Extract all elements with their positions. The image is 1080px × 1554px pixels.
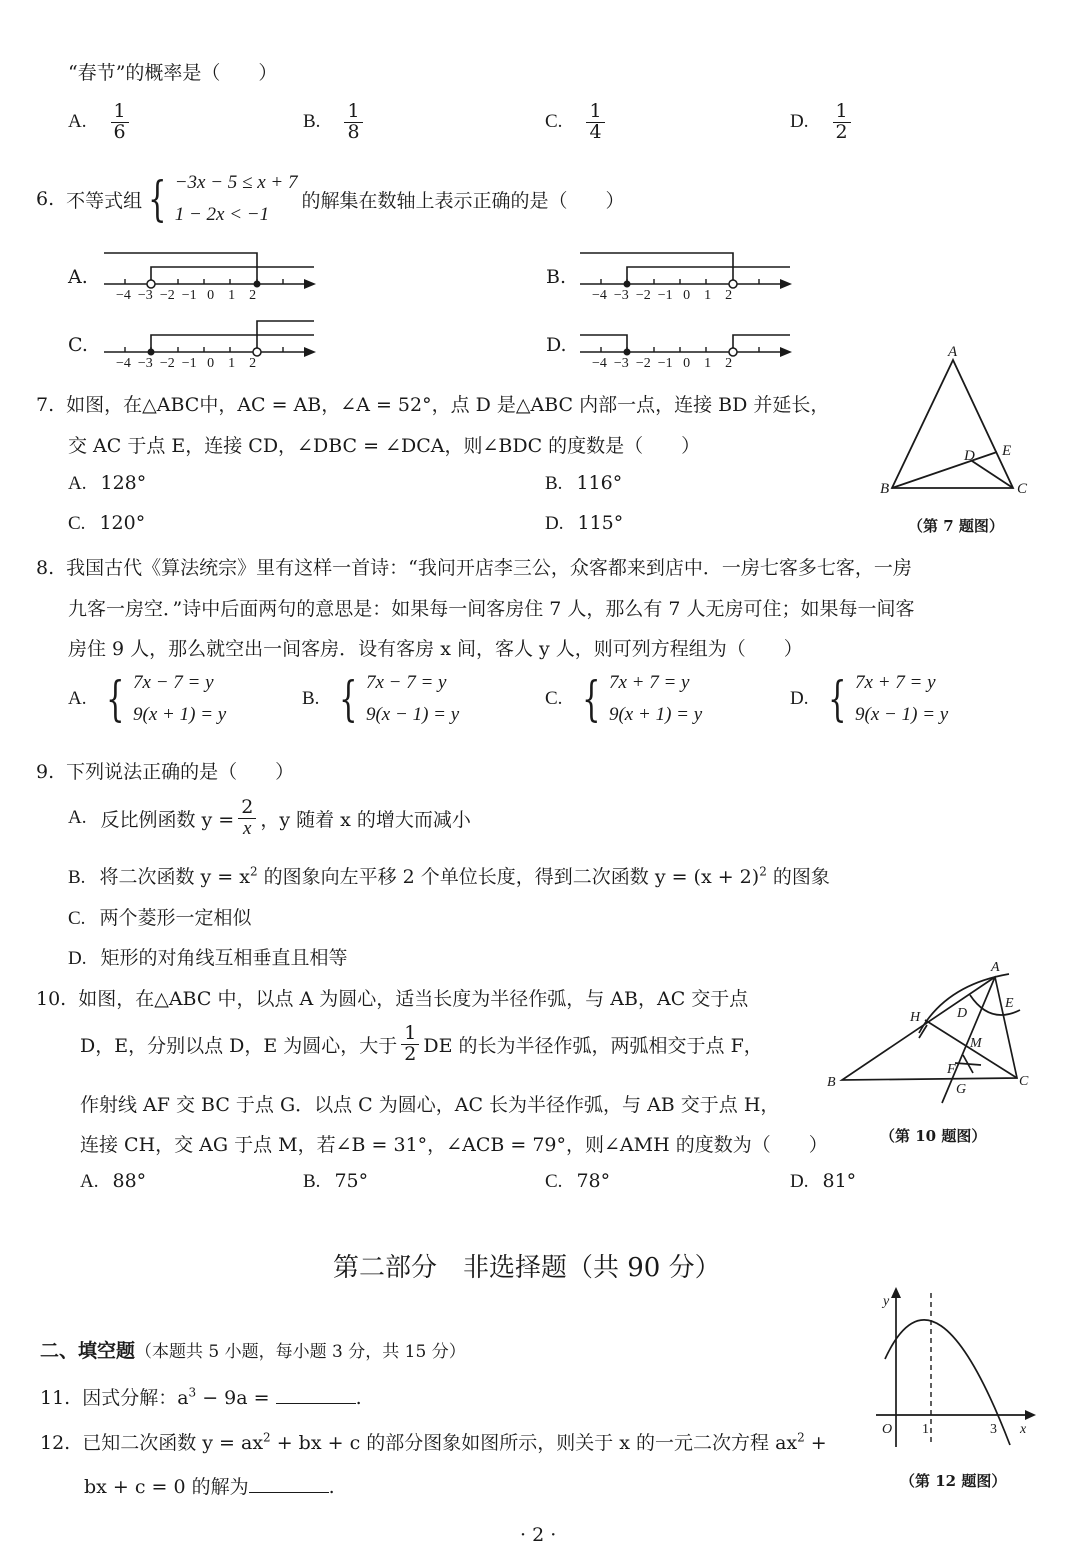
point-label-b: B bbox=[880, 481, 890, 497]
q10-option-b[interactable]: B. 75° bbox=[303, 1170, 369, 1192]
q5-option-a[interactable] bbox=[68, 102, 133, 143]
fraction: $\frac{1}{8}$ bbox=[344, 102, 362, 143]
inequality-system: { −3x − 5 ≤ x + 7 1 − 2x < −1 bbox=[148, 171, 298, 227]
q5-option-d[interactable] bbox=[790, 102, 855, 143]
part2-title: 第二部分 非选择题（共 90 分） bbox=[333, 1253, 721, 1283]
section-heading: 二、填空题（本题共 5 小题，每小题 3 分，共 15 分） bbox=[40, 1340, 466, 1362]
svg-text:E: E bbox=[1005, 996, 1014, 1011]
q9-stem: 9. 下列说法正确的是（ ） bbox=[36, 761, 295, 783]
q12-answer-blank[interactable] bbox=[249, 1474, 329, 1493]
q8-option-a[interactable]: A. { 7x − 7 = y 9(x + 1) = y bbox=[68, 671, 227, 727]
svg-text:H: H bbox=[910, 1010, 921, 1025]
q10-construction-figure bbox=[815, 955, 1040, 1105]
fraction: $\frac{1}{4}$ bbox=[586, 102, 604, 143]
svg-text:M: M bbox=[970, 1036, 982, 1051]
question-number: 10. bbox=[36, 988, 67, 1010]
q9-option-a[interactable]: A. 反比例函数 y = $\frac{2}{x}$ ，y 随着 x 的增大而减小 bbox=[68, 796, 471, 839]
question-number: 9. bbox=[36, 761, 55, 783]
svg-text:G: G bbox=[956, 1082, 967, 1097]
question-number: 8. bbox=[36, 557, 55, 579]
q12-line2: bx + c = 0 的解为 . bbox=[84, 1476, 335, 1498]
point-label-c: C bbox=[1017, 481, 1028, 497]
svg-text:F: F bbox=[947, 1062, 956, 1077]
q10-option-c[interactable]: C. 78° bbox=[545, 1170, 611, 1192]
q6-option-c-label: C. bbox=[68, 334, 88, 356]
q8-line2: 九客一房空．”诗中后面两句的意思是：如果每一间客房住 7 人，那么有 7 人无房可住；如果每一间客 bbox=[68, 598, 915, 620]
q5-option-c[interactable] bbox=[545, 102, 609, 143]
svg-text:1: 1 bbox=[922, 1422, 929, 1437]
q8-option-b[interactable]: B. { 7x − 7 = y 9(x − 1) = y bbox=[302, 671, 460, 727]
q8-line3: 房住 9 人，那么就空出一间客房．设有客房 x 间，客人 y 人，则可列方程组为（ ） bbox=[68, 638, 803, 660]
point-label-d: D bbox=[964, 448, 975, 464]
q7-option-c[interactable]: C. 120° bbox=[68, 512, 146, 534]
q10-line3: 作射线 AF 交 BC 于点 G．以点 C 为圆心，AC 长为半径作弧，与 AB 交于点 H， bbox=[80, 1094, 780, 1116]
q6-option-d-label: D. bbox=[546, 334, 567, 356]
q9-option-b[interactable]: B. 将二次函数 $y = x^2$ 的图象向左平移 2 个单位长度，得到二次函数 $y = (x + 2)^2$ 的图象 bbox=[68, 864, 830, 888]
question-number: 7. bbox=[36, 394, 55, 416]
q10-line1: 10. 如图，在△ABC 中，以点 A 为圆心，适当长度为半径作弧，与 AB，AC 交于点 bbox=[36, 988, 749, 1010]
q7-option-d[interactable]: D. 115° bbox=[545, 512, 624, 534]
q6-ticks-d: −4 −3 −2 −1 0 1 2 bbox=[592, 356, 733, 371]
q8-option-d[interactable]: D. { 7x + 7 = y 9(x − 1) = y bbox=[790, 671, 949, 727]
q6-option-b-label: B. bbox=[546, 266, 567, 288]
q6-option-a-label: A. bbox=[68, 266, 88, 288]
q7-option-b[interactable]: B. 116° bbox=[545, 472, 623, 494]
page-number: · 2 · bbox=[520, 1524, 557, 1546]
q6-ticks-c: −4 −3 −2 −1 0 1 2 bbox=[116, 356, 257, 371]
q12-parabola-figure bbox=[870, 1285, 1040, 1455]
option-label: D. bbox=[790, 111, 809, 133]
q11: 11. 因式分解：$a^3 - 9a$ = . bbox=[40, 1385, 362, 1409]
q8-option-c[interactable]: C. { 7x + 7 = y 9(x + 1) = y bbox=[545, 671, 703, 727]
q5-stem: “春节”的概率是（ ） bbox=[68, 62, 278, 84]
svg-text:3: 3 bbox=[990, 1422, 997, 1437]
q11-answer-blank[interactable] bbox=[276, 1385, 356, 1404]
option-label: A. bbox=[68, 111, 87, 133]
q10-line2: D，E，分别以点 D，E 为圆心，大于 $\frac{1}{2}$ DE 的长为半径作弧，两弧相交于点 F， bbox=[80, 1022, 763, 1065]
q7-triangle-figure bbox=[870, 340, 1040, 505]
fraction: $\frac{1}{2}$ bbox=[833, 102, 851, 143]
q6-ticks-a: −4 −3 −2 −1 0 1 2 bbox=[116, 288, 257, 303]
option-label: B. bbox=[303, 111, 321, 133]
question-number: 6. bbox=[36, 188, 55, 210]
svg-text:C: C bbox=[1019, 1074, 1029, 1089]
svg-text:B: B bbox=[827, 1075, 836, 1090]
point-label-a: A bbox=[948, 344, 958, 360]
q7-figure-caption: （第 7 题图） bbox=[908, 517, 1004, 535]
q12-line1: 12. 已知二次函数 $y = ax^2$ + bx + c 的部分图象如图所示，则关于 x 的一元二次方程 $ax^2$ + bbox=[40, 1430, 827, 1454]
q10-line4: 连接 CH，交 AG 于点 M，若∠B = 31°，∠ACB = 79°，则∠AMH 的度数为（ ） bbox=[80, 1134, 828, 1156]
q10-figure-caption: （第 10 题图） bbox=[880, 1127, 987, 1145]
q8-line1: 8. 我国古代《算法统宗》里有这样一首诗：“我问开店李三公，众客都来到店中．一房七客多七客，一房 bbox=[36, 557, 912, 579]
svg-text:x: x bbox=[1020, 1422, 1027, 1437]
question-number: 12. bbox=[40, 1432, 71, 1454]
q12-figure-caption: （第 12 题图） bbox=[900, 1472, 1007, 1490]
option-label: C. bbox=[545, 111, 563, 133]
q5-option-b[interactable] bbox=[303, 102, 367, 143]
svg-text:A: A bbox=[991, 960, 1000, 975]
point-label-e: E bbox=[1002, 443, 1012, 459]
fraction: $\frac{1}{6}$ bbox=[111, 102, 129, 143]
q6-stem: 6. 不等式组 { −3x − 5 ≤ x + 7 1 − 2x < −1 的解集在数轴上表示正确的是（ ） bbox=[36, 171, 625, 227]
svg-text:D: D bbox=[957, 1006, 968, 1021]
q10-option-a[interactable]: A. 88° bbox=[80, 1170, 147, 1192]
q9-option-c[interactable]: C. 两个菱形一定相似 bbox=[68, 907, 252, 929]
svg-text:O: O bbox=[882, 1422, 893, 1437]
q7-line1: 7. 如图，在△ABC中，AC = AB，∠A = 52°，点 D 是△ABC 内部一点，连接 BD 并延长， bbox=[36, 394, 830, 416]
q10-option-d[interactable]: D. 81° bbox=[790, 1170, 857, 1192]
svg-text:y: y bbox=[883, 1294, 890, 1309]
question-number: 11. bbox=[40, 1387, 71, 1409]
q6-ticks-b: −4 −3 −2 −1 0 1 2 bbox=[592, 288, 733, 303]
q9-option-d[interactable]: D. 矩形的对角线互相垂直且相等 bbox=[68, 947, 348, 969]
q7-option-a[interactable]: A. 128° bbox=[68, 472, 147, 494]
q7-line2: 交 AC 于点 E，连接 CD，∠DBC = ∠DCA，则∠BDC 的度数是（ ） bbox=[68, 435, 701, 457]
